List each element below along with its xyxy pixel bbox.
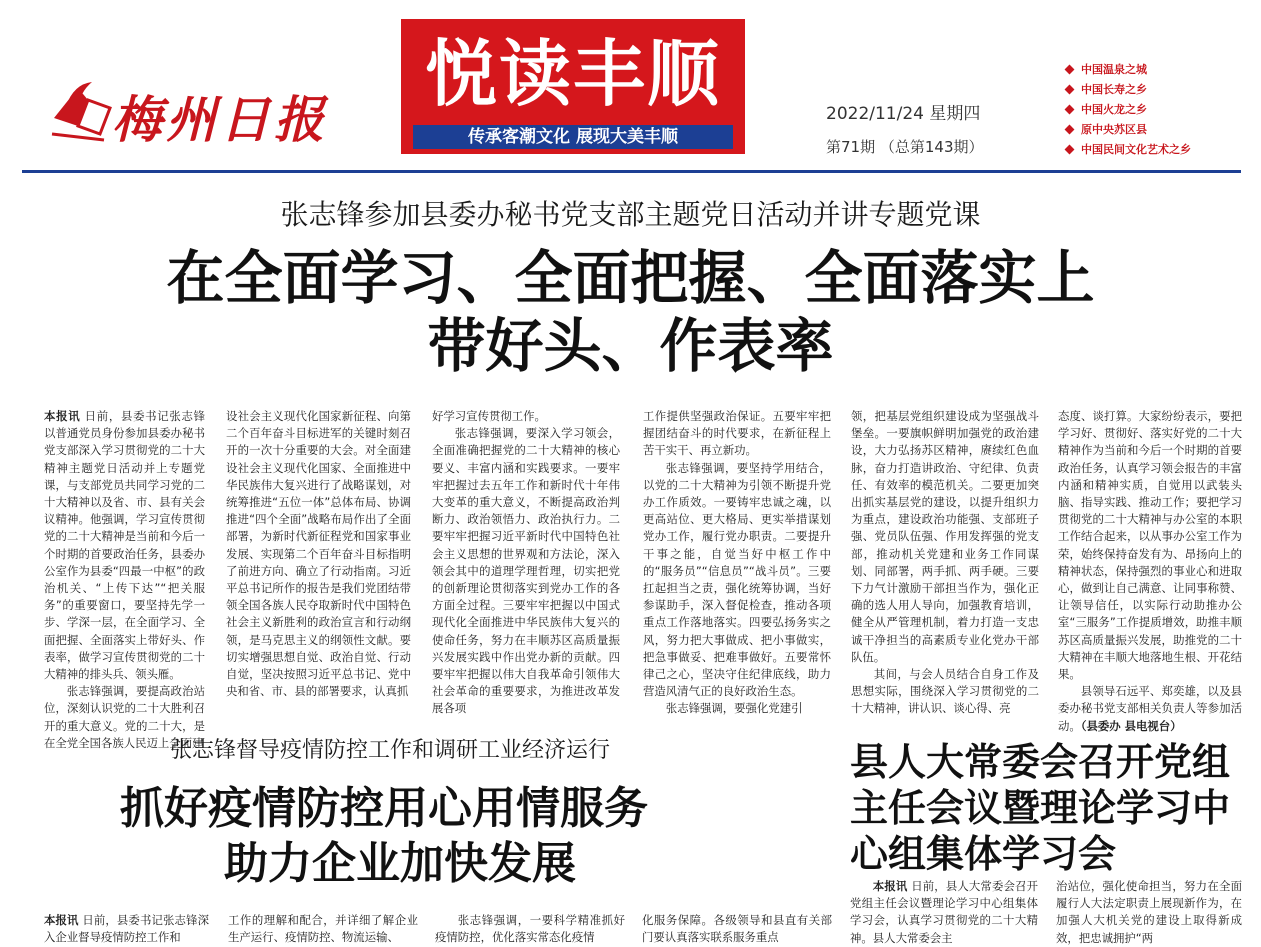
body-text: 日前，县人大常委会召开党组主任会议暨理论学习中心组集体学习会，认真学习贯彻党的二十大精神。县人大常委会主 <box>850 879 1038 945</box>
body-text: 日前，县委书记张志锋深入企业督导疫情防控工作和 <box>44 913 209 945</box>
lead-column-6 <box>1058 408 1242 733</box>
story2-headline-line1: 抓好疫情防控用心用情服务 <box>120 783 648 834</box>
diamond-bullet-icon <box>1065 65 1075 75</box>
lead-column-4 <box>643 408 831 716</box>
lead-headline-line1: 在全面学习、全面把握、全面落实上 <box>166 244 1095 312</box>
body-text: 态度、谈打算。大家纷纷表示，要把学习好、贯彻好、落实好党的二十大精神作为当前和今后一个时期的首要政治任务，认真学习领会报告的丰富内涵和精神实质，自觉用以武装头脑、指导实践、推动工作；要把学习贯彻党的二十大精神与办公室的本职工作结合起来，以从事办公室工作为荣，始终保持奋发有为、昂扬向上的精神状态，保持强烈的事业心和进取心，做到让自己满意、让同事称赞、让领导信任，以实际行动助推办公室“三服务”工作提质增效，助推丰顺苏区高质量振兴发展，助推党的二十大精神在丰顺大地落地生根、开花结果。 <box>1058 409 1242 682</box>
slogan-item: 原中央苏区县 <box>1066 120 1191 140</box>
body-text: 张志锋强调，要坚持学用结合，以党的二十大精神为引领不断提升党办工作质效。一要铸牢忠诚之魂，以更高站位、更大格局、更实举措谋划党办工作，履行党办职责。二要提升干事之能，自觉当好中枢工作中的“服务员”“信息员”“战斗员”。三要扛起担当之责，强化统筹协调，当好参谋助手，深入督促检查，推动各项重点工作落地落实。四要弘扬务实之风，努力把大事做成、把小事做实，把急事做妥、把难事做好。五要常怀律己之心，坚决守住纪律底线，助力营造风清气正的良好政治生态。 <box>643 460 831 699</box>
byline-credit: （县委办 县电视台） <box>1080 718 1182 733</box>
lead-kicker: 张志锋参加县委办秘书党支部主题党日活动并讲专题党课 <box>280 198 981 231</box>
lead-column-2 <box>226 408 411 708</box>
story2-column-4 <box>642 912 832 945</box>
story2-column-1 <box>44 912 209 945</box>
story2-column-2 <box>228 912 418 945</box>
body-text: 好学习宣传贯彻工作。 <box>432 409 546 423</box>
issue-date: 2022/11/24 星期四 <box>826 104 981 124</box>
slogan-item: 中国长寿之乡 <box>1066 80 1191 100</box>
body-text: 县领导石远平、郑奕雄，以及县委办秘书党支部相关负责人等参加活动。 <box>1058 684 1242 733</box>
lead-column-1 <box>44 408 205 750</box>
diamond-bullet-icon <box>1065 125 1075 135</box>
section-slogan: 传承客潮文化 展现大美丰顺 <box>413 125 733 149</box>
section-banner <box>401 19 745 154</box>
dateline-tag: 本报讯 <box>44 409 81 423</box>
story3-headline: 县人大常委会召开党组主任会议暨理论学习中心组集体学习会 <box>850 739 1231 876</box>
body-text: 日前，县委书记张志锋以普通党员身份参加县委办秘书党支部深入学习贯彻党的二十大精神主题党日活动并上专题党课，与支部党员共同学习党的二十大精神以及省、市、县有关会议精神。他强调，学习宣传贯彻党的二十大精神是当前和今后一个时期的首要政治任务，县委办公室作为县委“四最一中枢”的政治机关、“上传下达”“把关服务”的重要窗口，要坚持先学一步、学深一层，在全面学习、全面把握、全面落实上带好头、作表率，做学习宣传贯彻党的二十大精神的排头兵、领头雁。 <box>44 409 205 682</box>
story3-column-2 <box>1056 878 1242 945</box>
county-slogans <box>1066 60 1191 160</box>
body-text: 工作的理解和配合，并详细了解企业生产运行、疫情防控、物流运输、 <box>228 913 418 945</box>
issue-number: 第71期 （总第143期） <box>826 138 984 156</box>
story3-column-1 <box>850 878 1038 945</box>
body-text: 张志锋强调，要强化党建引 <box>665 701 803 716</box>
newspaper-logo-icon <box>48 78 118 144</box>
section-title: 悦读丰顺 <box>424 32 721 116</box>
body-text: 设社会主义现代化国家新征程、向第二个百年奋斗目标进军的关键时刻召开的一次十分重要的大会。对全面建设社会主义现代化国家、全面推进中华民族伟大复兴进行了战略谋划，对统筹推进“五位一体”总体布局、协调推进“四个全面”战略布局作出了全面部署，为新时代新征程党和国家事业发展、实现第二个百年奋斗目标指明了前进方向、确立了行动指南。习近平总书记所作的报告是我们党团结带领全国各族人民夺取新时代中国特色社会主义新胜利的政治宣言和行动纲领，是马克思主义的纲领性文献。要切实增强思想自觉、政治自觉、行动自觉，坚决按照习近平总书记、党中央和省、市、县的部署要求，认真抓 <box>226 409 411 699</box>
diamond-bullet-icon <box>1065 105 1075 115</box>
body-text: 工作提供坚强政治保证。五要牢牢把握团结奋斗的时代要求，在新征程上苦干实干、再立新功。 <box>643 409 831 458</box>
story2-kicker: 张志锋督导疫情防控工作和调研工业经济运行 <box>170 738 611 763</box>
lead-headline-line2: 带好头、作表率 <box>427 312 834 380</box>
slogan-item: 中国民间文化艺术之乡 <box>1066 140 1191 160</box>
slogan-item: 中国温泉之城 <box>1066 60 1191 80</box>
story2-headline-line2: 助力企业加快发展 <box>224 838 576 889</box>
body-text: 张志锋强调，要深入学习领会，全面准确把握党的二十大精神的核心要义、丰富内涵和实践要求。一要牢牢把握过去五年工作和新时代十年伟大变革的重大意义，不断提高政治判断力、政治领悟力、政治执行力。二要牢牢把握习近平新时代中国特色社会主义思想的世界观和方法论，深入领会其中的道理学理哲理，切实把党的创新理论贯彻落实到党办工作的各方面全过程。三要牢牢把握以中国式现代化全面推进中华民族伟大复兴的使命任务，努力在丰顺苏区高质量振兴发展实践中作出党办新的贡献。四要牢牢把握以伟大自我革命引领伟大社会革命的重要要求，为推进改革发展各项 <box>432 426 620 716</box>
body-text: 化服务保障。各级领导和县直有关部门要认真落实联系服务重点 <box>642 913 832 945</box>
diamond-bullet-icon <box>1065 85 1075 95</box>
body-text: 其间，与会人员结合自身工作及思想实际，围绕深入学习贯彻党的二十大精神，讲认识、谈心得、亮 <box>851 667 1039 716</box>
dateline-tag: 本报讯 <box>872 879 908 893</box>
body-text: 治站位，强化使命担当，努力在全面履行人大法定职责上展现新作为，在加强人大机关党的建设上取得新成效，把忠诚拥护“两 <box>1056 879 1242 945</box>
slogan-item: 中国火龙之乡 <box>1066 100 1191 120</box>
story2-column-3 <box>435 912 625 945</box>
body-text: 领，把基层党组织建设成为坚强战斗堡垒。一要旗帜鲜明加强党的政治建设，大力弘扬苏区精神，赓续红色血脉，奋力打造讲政治、守纪律、负责任、有效率的模范机关。二要更加突出抓实基层党的建设，以提升组织力为重点，建设政治功能强、支部班子强、党员队伍强、作用发挥强的党支部，推动机关党建和业务工作同谋划、同部署，两手抓、两手硬。三要下力气计激励干部担当作为，强化正确的选人用人导向，加强教育培训，健全从严管理机制，着力打造一支忠诚干净担当的高素质专业化党办干部队伍。 <box>851 409 1039 664</box>
lead-column-3 <box>432 408 620 716</box>
diamond-bullet-icon <box>1065 145 1075 155</box>
dateline-tag: 本报讯 <box>44 913 79 927</box>
body-text: 张志锋强调，要提高政治站位，深刻认识党的二十大胜利召开的重大意义。党的二十大，是在全党全国各族人民迈上全面建 <box>44 684 205 750</box>
body-text: 张志锋强调，一要科学精准抓好疫情防控，优化落实常态化疫情 <box>435 913 625 945</box>
masthead-divider <box>22 170 1241 173</box>
lead-column-5 <box>851 408 1039 716</box>
paper-name: 梅州日报 <box>112 90 328 149</box>
